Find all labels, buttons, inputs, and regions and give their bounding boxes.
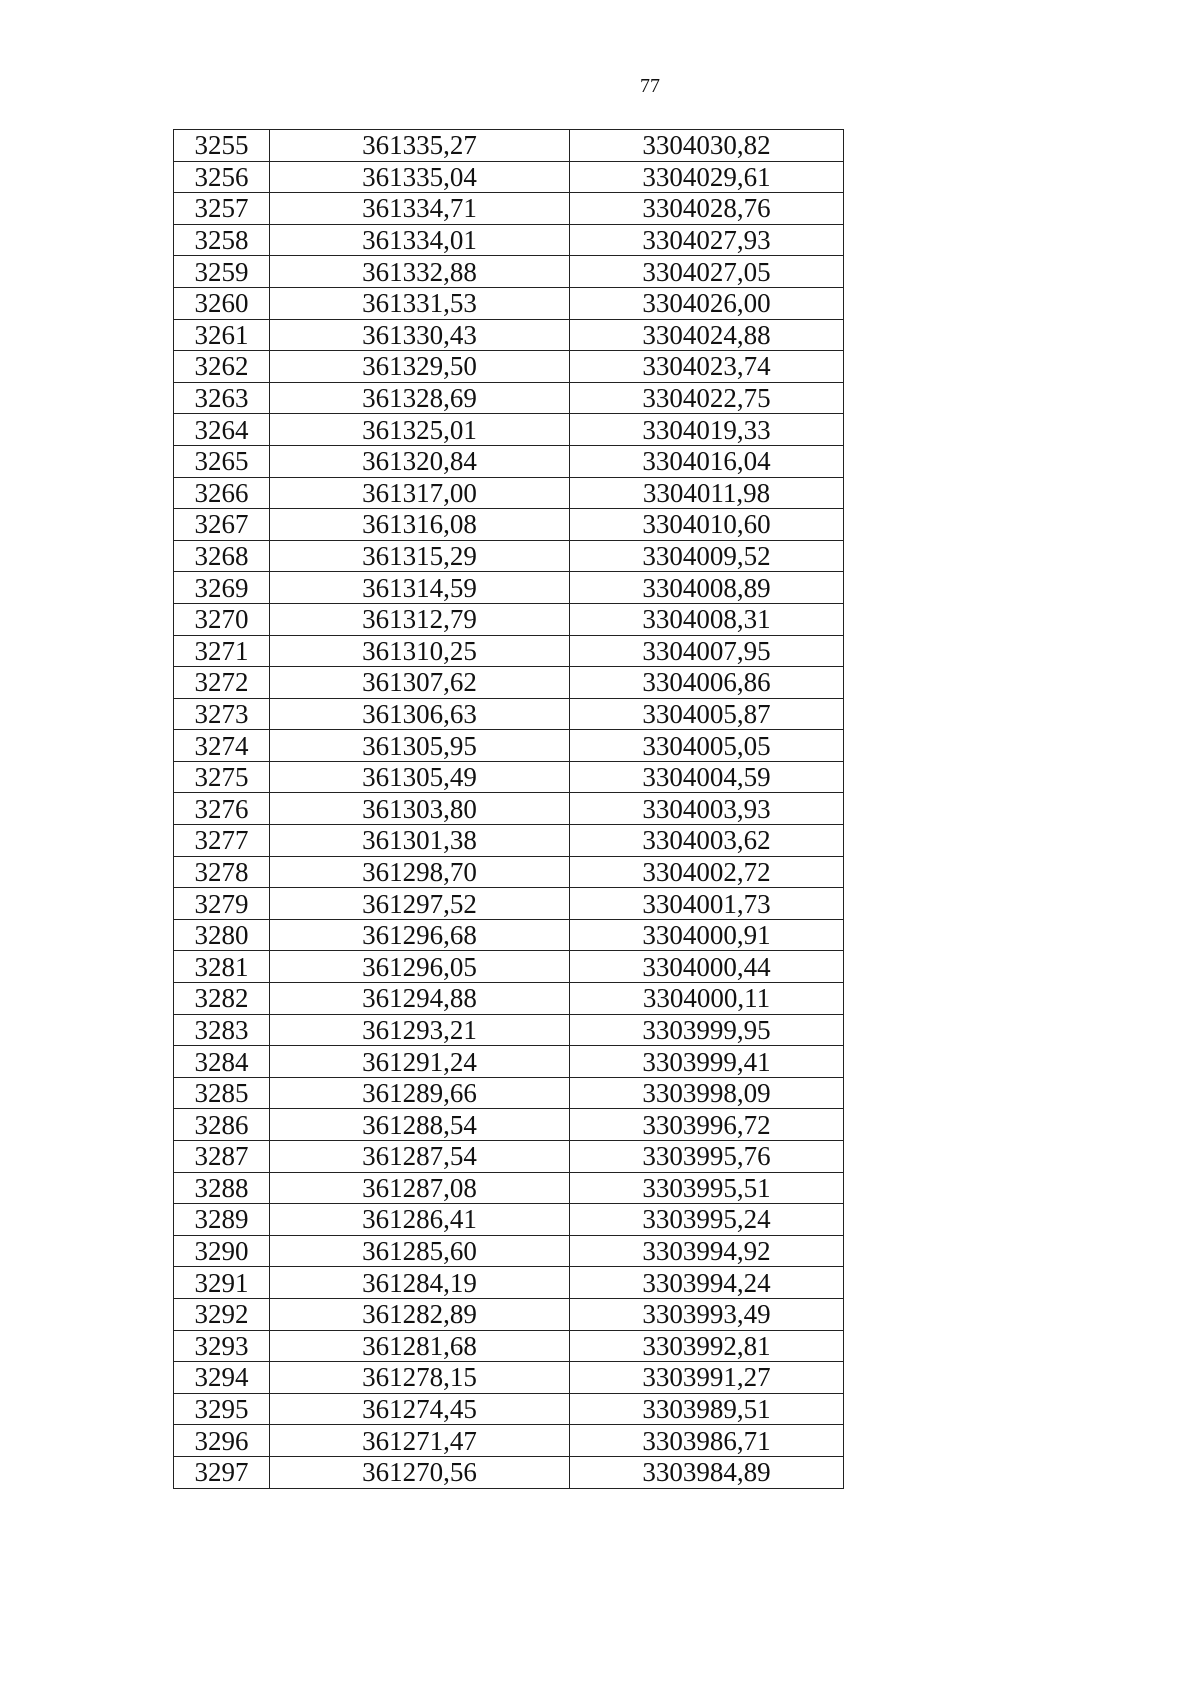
table-row xyxy=(174,730,844,762)
x-coordinate-cell: 361335,27 xyxy=(270,130,570,162)
y-coordinate-cell: 3304006,86 xyxy=(570,667,844,699)
y-coordinate-cell: 3304005,87 xyxy=(570,698,844,730)
point-number-cell: 3277 xyxy=(174,825,270,857)
x-coordinate-cell: 361271,47 xyxy=(270,1425,570,1457)
table-row xyxy=(174,1298,844,1330)
x-coordinate-cell: 361316,08 xyxy=(270,509,570,541)
y-coordinate-cell: 3304008,89 xyxy=(570,572,844,604)
y-coordinate-cell: 3303992,81 xyxy=(570,1330,844,1362)
point-number-cell: 3285 xyxy=(174,1077,270,1109)
point-number-cell: 3296 xyxy=(174,1425,270,1457)
y-coordinate-cell: 3303989,51 xyxy=(570,1393,844,1425)
table-row xyxy=(174,1204,844,1236)
x-coordinate-cell: 361296,68 xyxy=(270,919,570,951)
table-row xyxy=(174,1393,844,1425)
table-row xyxy=(174,351,844,383)
point-number-cell: 3294 xyxy=(174,1362,270,1394)
x-coordinate-cell: 361293,21 xyxy=(270,1014,570,1046)
x-coordinate-cell: 361288,54 xyxy=(270,1109,570,1141)
table-row xyxy=(174,224,844,256)
table-row xyxy=(174,256,844,288)
y-coordinate-cell: 3304001,73 xyxy=(570,888,844,920)
point-number-cell: 3269 xyxy=(174,572,270,604)
x-coordinate-cell: 361285,60 xyxy=(270,1235,570,1267)
point-number-cell: 3266 xyxy=(174,477,270,509)
table-row xyxy=(174,509,844,541)
y-coordinate-cell: 3303993,49 xyxy=(570,1298,844,1330)
table-row xyxy=(174,382,844,414)
point-number-cell: 3288 xyxy=(174,1172,270,1204)
table-row xyxy=(174,635,844,667)
point-number-cell: 3281 xyxy=(174,951,270,983)
x-coordinate-cell: 361325,01 xyxy=(270,414,570,446)
x-coordinate-cell: 361270,56 xyxy=(270,1456,570,1488)
point-number-cell: 3289 xyxy=(174,1204,270,1236)
table-row xyxy=(174,983,844,1015)
x-coordinate-cell: 361305,49 xyxy=(270,761,570,793)
table-row xyxy=(174,1456,844,1488)
point-number-cell: 3283 xyxy=(174,1014,270,1046)
table-row xyxy=(174,825,844,857)
table-row xyxy=(174,1077,844,1109)
y-coordinate-cell: 3303984,89 xyxy=(570,1456,844,1488)
point-number-cell: 3275 xyxy=(174,761,270,793)
x-coordinate-cell: 361278,15 xyxy=(270,1362,570,1394)
x-coordinate-cell: 361334,71 xyxy=(270,193,570,225)
y-coordinate-cell: 3304026,00 xyxy=(570,287,844,319)
y-coordinate-cell: 3304004,59 xyxy=(570,761,844,793)
x-coordinate-cell: 361284,19 xyxy=(270,1267,570,1299)
y-coordinate-cell: 3304030,82 xyxy=(570,130,844,162)
x-coordinate-cell: 361301,38 xyxy=(270,825,570,857)
table-row xyxy=(174,1235,844,1267)
y-coordinate-cell: 3303995,76 xyxy=(570,1141,844,1173)
x-coordinate-cell: 361329,50 xyxy=(270,351,570,383)
x-coordinate-cell: 361315,29 xyxy=(270,540,570,572)
point-number-cell: 3271 xyxy=(174,635,270,667)
table-row xyxy=(174,130,844,162)
y-coordinate-cell: 3304000,44 xyxy=(570,951,844,983)
x-coordinate-cell: 361320,84 xyxy=(270,445,570,477)
point-number-cell: 3282 xyxy=(174,983,270,1015)
table-row xyxy=(174,698,844,730)
x-coordinate-cell: 361317,00 xyxy=(270,477,570,509)
y-coordinate-cell: 3304007,95 xyxy=(570,635,844,667)
table-row xyxy=(174,667,844,699)
x-coordinate-cell: 361282,89 xyxy=(270,1298,570,1330)
table-row xyxy=(174,888,844,920)
table-row xyxy=(174,1330,844,1362)
table-row xyxy=(174,1362,844,1394)
point-number-cell: 3255 xyxy=(174,130,270,162)
point-number-cell: 3264 xyxy=(174,414,270,446)
y-coordinate-cell: 3304003,62 xyxy=(570,825,844,857)
x-coordinate-cell: 361297,52 xyxy=(270,888,570,920)
table-row xyxy=(174,445,844,477)
table-row xyxy=(174,1267,844,1299)
x-coordinate-cell: 361330,43 xyxy=(270,319,570,351)
point-number-cell: 3263 xyxy=(174,382,270,414)
table-row xyxy=(174,477,844,509)
y-coordinate-cell: 3304011,98 xyxy=(570,477,844,509)
y-coordinate-cell: 3304010,60 xyxy=(570,509,844,541)
point-number-cell: 3260 xyxy=(174,287,270,319)
y-coordinate-cell: 3303996,72 xyxy=(570,1109,844,1141)
x-coordinate-cell: 361334,01 xyxy=(270,224,570,256)
y-coordinate-cell: 3303998,09 xyxy=(570,1077,844,1109)
table-row xyxy=(174,1014,844,1046)
table-row xyxy=(174,540,844,572)
point-number-cell: 3286 xyxy=(174,1109,270,1141)
point-number-cell: 3284 xyxy=(174,1046,270,1078)
y-coordinate-cell: 3304003,93 xyxy=(570,793,844,825)
point-number-cell: 3261 xyxy=(174,319,270,351)
x-coordinate-cell: 361312,79 xyxy=(270,603,570,635)
point-number-cell: 3279 xyxy=(174,888,270,920)
y-coordinate-cell: 3304024,88 xyxy=(570,319,844,351)
table-row xyxy=(174,1141,844,1173)
point-number-cell: 3265 xyxy=(174,445,270,477)
x-coordinate-cell: 361332,88 xyxy=(270,256,570,288)
coordinates-table-body xyxy=(174,130,844,1489)
point-number-cell: 3292 xyxy=(174,1298,270,1330)
point-number-cell: 3293 xyxy=(174,1330,270,1362)
x-coordinate-cell: 361307,62 xyxy=(270,667,570,699)
point-number-cell: 3295 xyxy=(174,1393,270,1425)
y-coordinate-cell: 3304000,11 xyxy=(570,983,844,1015)
point-number-cell: 3290 xyxy=(174,1235,270,1267)
x-coordinate-cell: 361294,88 xyxy=(270,983,570,1015)
table-row xyxy=(174,414,844,446)
table-row xyxy=(174,193,844,225)
y-coordinate-cell: 3304019,33 xyxy=(570,414,844,446)
x-coordinate-cell: 361281,68 xyxy=(270,1330,570,1362)
y-coordinate-cell: 3303995,24 xyxy=(570,1204,844,1236)
point-number-cell: 3297 xyxy=(174,1456,270,1488)
point-number-cell: 3259 xyxy=(174,256,270,288)
table-row xyxy=(174,793,844,825)
point-number-cell: 3276 xyxy=(174,793,270,825)
point-number-cell: 3278 xyxy=(174,856,270,888)
x-coordinate-cell: 361287,54 xyxy=(270,1141,570,1173)
x-coordinate-cell: 361314,59 xyxy=(270,572,570,604)
table-row xyxy=(174,761,844,793)
y-coordinate-cell: 3304027,93 xyxy=(570,224,844,256)
table-row xyxy=(174,951,844,983)
table-row xyxy=(174,287,844,319)
y-coordinate-cell: 3304005,05 xyxy=(570,730,844,762)
y-coordinate-cell: 3303986,71 xyxy=(570,1425,844,1457)
y-coordinate-cell: 3303994,24 xyxy=(570,1267,844,1299)
table-row xyxy=(174,319,844,351)
y-coordinate-cell: 3304008,31 xyxy=(570,603,844,635)
y-coordinate-cell: 3304029,61 xyxy=(570,161,844,193)
y-coordinate-cell: 3304002,72 xyxy=(570,856,844,888)
point-number-cell: 3262 xyxy=(174,351,270,383)
point-number-cell: 3256 xyxy=(174,161,270,193)
table-row xyxy=(174,1046,844,1078)
table-row xyxy=(174,1172,844,1204)
x-coordinate-cell: 361291,24 xyxy=(270,1046,570,1078)
point-number-cell: 3268 xyxy=(174,540,270,572)
table-row xyxy=(174,1109,844,1141)
point-number-cell: 3274 xyxy=(174,730,270,762)
y-coordinate-cell: 3304016,04 xyxy=(570,445,844,477)
point-number-cell: 3270 xyxy=(174,603,270,635)
coordinates-table xyxy=(173,129,844,1489)
x-coordinate-cell: 361286,41 xyxy=(270,1204,570,1236)
point-number-cell: 3273 xyxy=(174,698,270,730)
x-coordinate-cell: 361310,25 xyxy=(270,635,570,667)
point-number-cell: 3291 xyxy=(174,1267,270,1299)
x-coordinate-cell: 361331,53 xyxy=(270,287,570,319)
page-number: 77 xyxy=(640,75,660,97)
x-coordinate-cell: 361287,08 xyxy=(270,1172,570,1204)
table-row xyxy=(174,572,844,604)
x-coordinate-cell: 361303,80 xyxy=(270,793,570,825)
point-number-cell: 3280 xyxy=(174,919,270,951)
y-coordinate-cell: 3304009,52 xyxy=(570,540,844,572)
table-row xyxy=(174,161,844,193)
x-coordinate-cell: 361305,95 xyxy=(270,730,570,762)
y-coordinate-cell: 3303999,95 xyxy=(570,1014,844,1046)
table-row xyxy=(174,919,844,951)
point-number-cell: 3272 xyxy=(174,667,270,699)
y-coordinate-cell: 3304000,91 xyxy=(570,919,844,951)
x-coordinate-cell: 361306,63 xyxy=(270,698,570,730)
x-coordinate-cell: 361296,05 xyxy=(270,951,570,983)
table-row xyxy=(174,1425,844,1457)
x-coordinate-cell: 361274,45 xyxy=(270,1393,570,1425)
point-number-cell: 3267 xyxy=(174,509,270,541)
x-coordinate-cell: 361328,69 xyxy=(270,382,570,414)
y-coordinate-cell: 3303991,27 xyxy=(570,1362,844,1394)
x-coordinate-cell: 361289,66 xyxy=(270,1077,570,1109)
point-number-cell: 3287 xyxy=(174,1141,270,1173)
y-coordinate-cell: 3304028,76 xyxy=(570,193,844,225)
x-coordinate-cell: 361298,70 xyxy=(270,856,570,888)
table-row xyxy=(174,603,844,635)
table-row xyxy=(174,856,844,888)
x-coordinate-cell: 361335,04 xyxy=(270,161,570,193)
y-coordinate-cell: 3303995,51 xyxy=(570,1172,844,1204)
y-coordinate-cell: 3304027,05 xyxy=(570,256,844,288)
y-coordinate-cell: 3303999,41 xyxy=(570,1046,844,1078)
y-coordinate-cell: 3303994,92 xyxy=(570,1235,844,1267)
point-number-cell: 3257 xyxy=(174,193,270,225)
y-coordinate-cell: 3304022,75 xyxy=(570,382,844,414)
y-coordinate-cell: 3304023,74 xyxy=(570,351,844,383)
point-number-cell: 3258 xyxy=(174,224,270,256)
